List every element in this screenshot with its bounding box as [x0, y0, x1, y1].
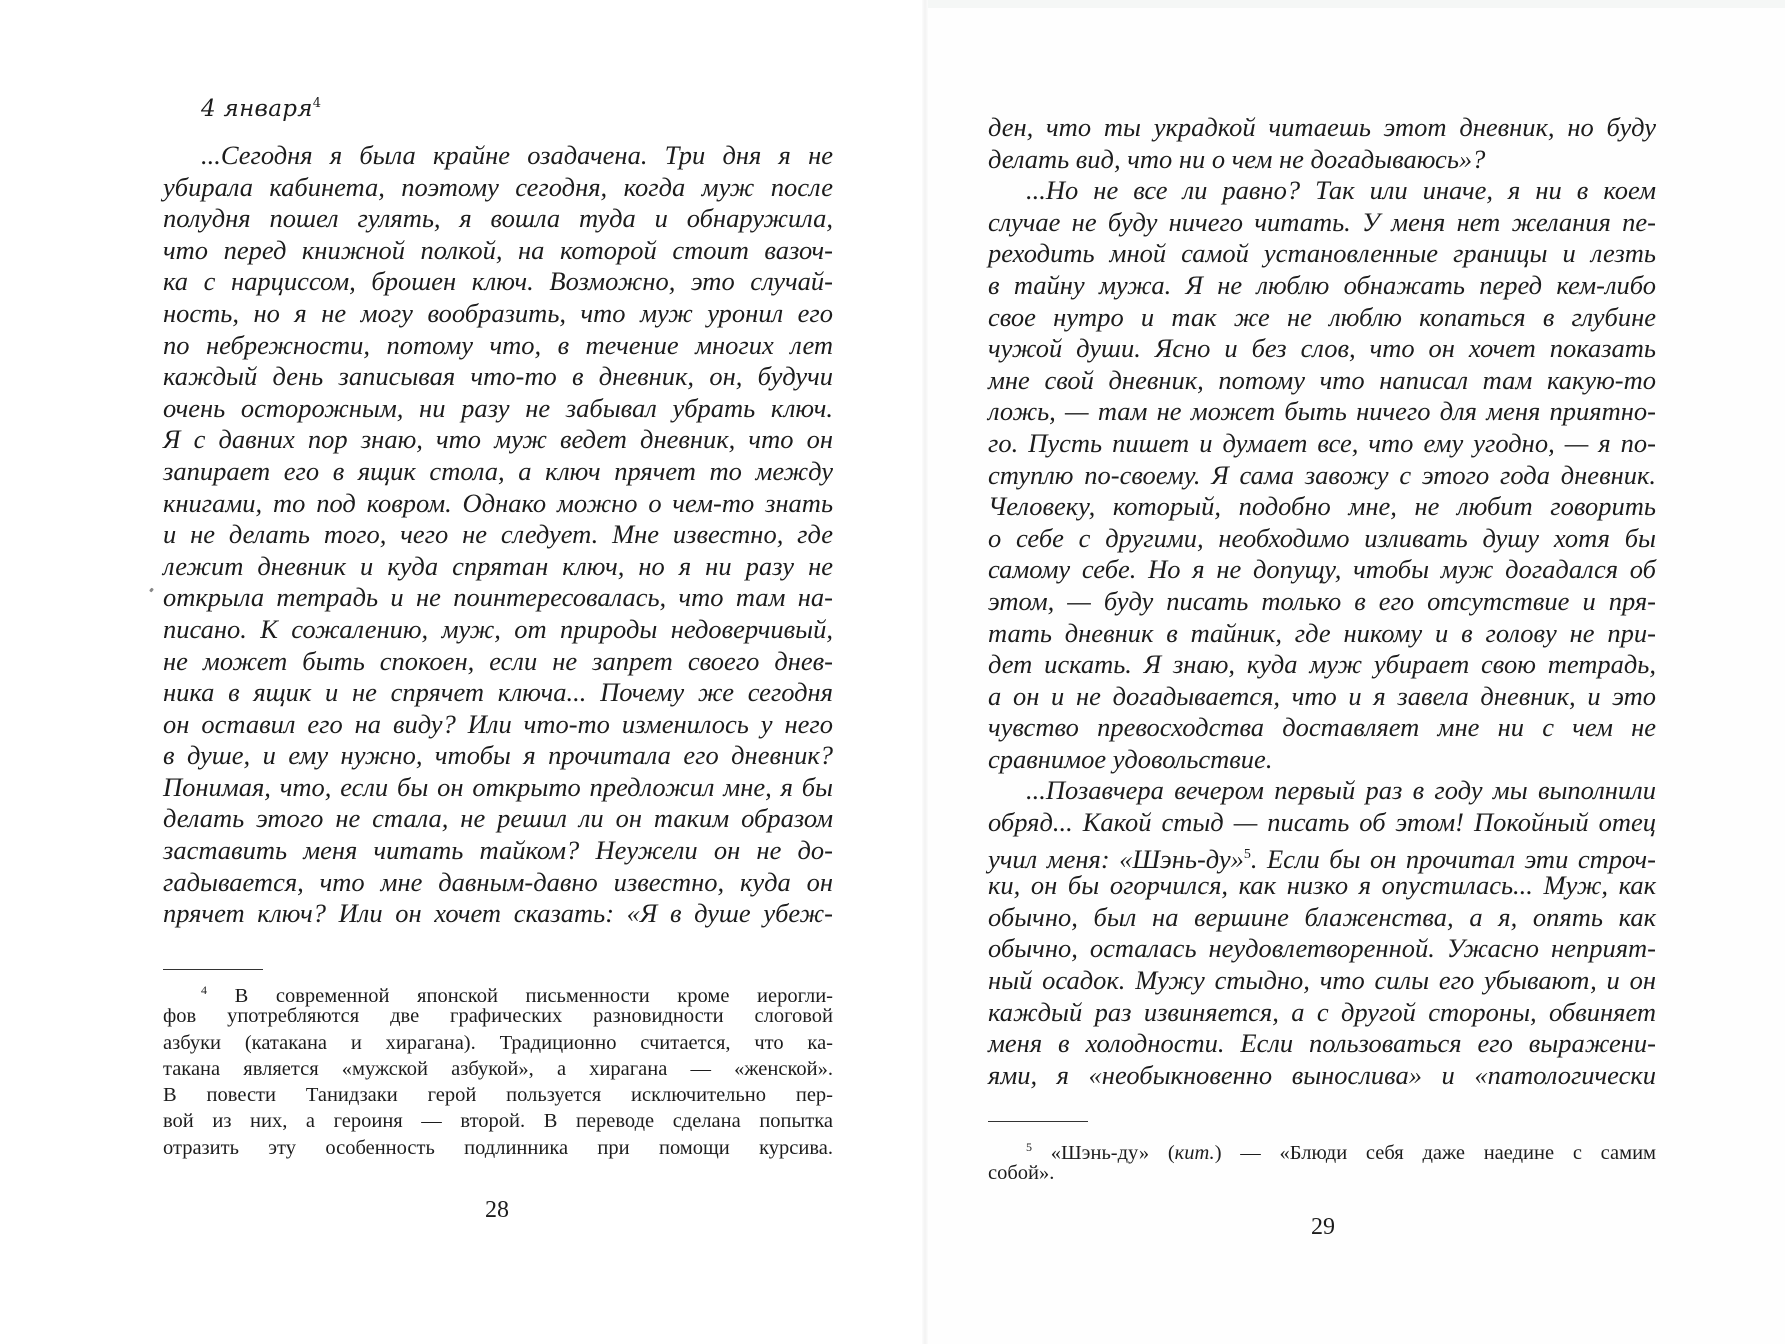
- text-line: и не делать того, чего не следует. Мне известно, где: [163, 519, 833, 550]
- text-line: обычно, был на вершине блаженства, а я, опять как: [988, 901, 1656, 932]
- footnote-line: фов употребляются две графических разновидности слоговой: [163, 1005, 833, 1028]
- text-line: этом, — буду писать только в его отсутствие и пря-: [988, 585, 1656, 616]
- footnote-line: вой из них, а героиня — второй. В переводе сделана попытка: [163, 1110, 833, 1133]
- text-line: самому себе. Но я не допущу, чтобы муж догадался об: [988, 554, 1656, 585]
- language-abbreviation: кит.: [1174, 1142, 1215, 1164]
- right-body-text: [988, 112, 1656, 1091]
- footnote-number: 5: [1026, 1140, 1032, 1154]
- text-line: Понимая, что, если бы он открыто предложил мне, я бы: [163, 771, 833, 802]
- page-number-left: 28: [485, 1197, 509, 1223]
- text-line: ный осадок. Мужу стыдно, что силы его убывают, и он: [988, 965, 1656, 996]
- text-line: заставить меня читать тайком? Неужели он не до-: [163, 835, 833, 866]
- book-gutter: [922, 0, 928, 1344]
- text-line: по небрежности, потому что, в течение многих лет: [163, 329, 833, 360]
- text-line: каждый раз извиняется, а с другой стороны, обвиняет: [988, 996, 1656, 1027]
- footnote-line: $^5$ «Шэнь-ду» (кит.) — «Блюди себя даже наедине с самим: [1026, 1140, 1657, 1164]
- text-line: он оставил его на виду? Или что-то изменилось у него: [163, 708, 833, 739]
- text-line: свое нутро и так же не люблю копаться в глубине: [988, 301, 1656, 332]
- text-line: прячет ключ? Или он хочет сказать: «Я в душе убеж-: [163, 898, 833, 929]
- footnote-5: [988, 1134, 1656, 1187]
- diary-entry-date: [201, 96, 321, 122]
- text-line: ника в ящик и не спрячет ключа... Почему же сегодня: [163, 677, 833, 708]
- text-line: лежит дневник и куда спрятан ключ, но я ни разу не: [163, 550, 833, 581]
- text-line: го. Пусть пишет и думает все, что ему угодно, — я по-: [988, 427, 1656, 458]
- footnote-line: азбуки (катакана и хирагана). Традиционно считается, что ка-: [163, 1031, 833, 1054]
- right-page-column: [988, 0, 1656, 1344]
- text-fragment: . Если бы он прочитал эти строч-: [1250, 843, 1656, 874]
- text-line: о себе с другими, необходимо изливать душу хотя бы: [988, 522, 1656, 553]
- footnote-line: собой».: [988, 1162, 1055, 1185]
- footnote-text: В современной японской письменности кроме иерогли-: [234, 985, 833, 1007]
- text-line: делать вид, что ни о чем не догадываюсь»?: [988, 143, 1486, 174]
- left-page-column: [163, 0, 833, 1344]
- date-text: 4 января: [201, 96, 313, 122]
- footnote-ref-4[interactable]: 4: [312, 96, 322, 111]
- text-line: в тайну мужа. Я не люблю обнажать перед кем-либо: [988, 269, 1656, 300]
- text-line: очень осторожным, ни разу не забывал убрать ключ.: [163, 392, 833, 423]
- text-line: обычно, осталась неудовлетворенной. Ужасно неприят-: [988, 933, 1656, 964]
- text-line: ден, что ты украдкой читаешь этот дневник, но буду: [988, 112, 1656, 142]
- text-line: делать этого не стала, не решил ли он таким образом: [163, 803, 833, 834]
- text-line: ки, он бы огорчился, как низко я опустилась... Муж, как: [988, 870, 1656, 901]
- footnote-line: В повести Танидзаки герой пользуется исключительно пер-: [163, 1084, 833, 1107]
- text-line: меня в холодности. Если пользоваться его выражени-: [988, 1028, 1656, 1059]
- left-body-text: [163, 140, 833, 930]
- text-line: гадывается, что мне давным-давно известно, куда он: [163, 866, 833, 897]
- text-line: ...Но не все ли равно? Так или иначе, я ни в коем: [1026, 175, 1656, 206]
- footnote-line: отразить эту особенность подлинника при помощи курсива.: [163, 1136, 833, 1159]
- text-line: книгами, то под ковром. Однако можно о чем-то знать: [163, 487, 833, 518]
- footnote-line: [163, 977, 833, 1007]
- text-line: [988, 839, 1656, 874]
- text-line: чувство превосходства доставляет мне ни с чем не: [988, 712, 1656, 743]
- text-line: чужой души. Ясно и без слов, что он хочет показать: [988, 333, 1656, 364]
- text-line: писано. К сожалению, муж, от природы недоверчивый,: [163, 613, 833, 644]
- text-line: реходить мной самой установленные границы и лезть: [988, 238, 1656, 269]
- text-fragment: учил меня: «Шэнь-ду»: [988, 843, 1244, 874]
- text-line: ступлю по-своему. Я сама завожу с этого года дневник.: [988, 459, 1656, 490]
- text-line: ...Позавчера вечером первый раз в году мы выполнили: [1026, 775, 1656, 806]
- text-line: что перед книжной полкой, на которой стоит вазоч-: [163, 234, 833, 265]
- footnote-separator: [988, 1121, 1088, 1122]
- text-line: каждый день записывая что-то в дневник, он, будучи: [163, 361, 833, 392]
- footnote-separator: [163, 969, 263, 970]
- page-number-right: 29: [1311, 1214, 1335, 1240]
- footnote-text: — «Блюди себя даже наедине с самим: [1240, 1142, 1657, 1164]
- footnote-ref-5[interactable]: 5: [1243, 846, 1251, 862]
- text-line: дет искать. Я знаю, куда муж убирает свою тетрадь,: [988, 649, 1656, 680]
- text-line: полудня пошел гулять, я вошла туда и обнаружила,: [163, 203, 833, 234]
- text-line: а он и не догадывается, что и я завела дневник, и это: [988, 680, 1656, 711]
- text-line: не может быть спокоен, если не запрет своего днев-: [163, 645, 833, 676]
- text-line: случае не буду ничего читать. У меня нет желания пе-: [988, 206, 1656, 237]
- footnote-number: 4: [201, 983, 207, 997]
- text-line: обряд... Какой стыд — писать об этом! Покойный отец: [988, 807, 1656, 838]
- text-line: Я с давних пор знаю, что муж ведет дневник, что он: [163, 424, 833, 455]
- text-line: сравнимое удовольствие.: [988, 743, 1273, 774]
- text-line: тать дневник в тайник, где никому и в голову не при-: [988, 617, 1656, 648]
- text-line: Человеку, который, подобно мне, не любит говорить: [988, 491, 1656, 522]
- text-line: ложь, — там не может быть ничего для меня приятно-: [988, 396, 1656, 427]
- text-line: ...Сегодня я была крайне озадачена. Три дня я не: [201, 140, 833, 170]
- text-line: мне свой дневник, потому что написал там какую-то: [988, 364, 1656, 395]
- text-line: открыла тетрадь и не поинтересовалась, что там на-: [163, 582, 833, 613]
- text-line: убирала кабинета, поэтому сегодня, когда муж после: [163, 171, 833, 202]
- text-line: ями, я «необыкновенно вынослива» и «патологически: [988, 1059, 1656, 1090]
- text-line: запирает его в ящик стола, а ключ прячет то между: [163, 455, 833, 486]
- footnote-term: «Шэнь-ду»: [1050, 1142, 1150, 1164]
- text-line: в душе, и ему нужно, чтобы я прочитала его дневник?: [163, 740, 833, 771]
- footnote-4: [163, 977, 833, 1161]
- text-line: ность, но я не могу вообразить, что муж уронил его: [163, 297, 833, 328]
- footnote-line: такана является «мужской азбукой», а хирагана — «женской».: [163, 1057, 833, 1080]
- text-line: ка с нарциссом, брошен ключ. Возможно, это случай-: [163, 266, 833, 297]
